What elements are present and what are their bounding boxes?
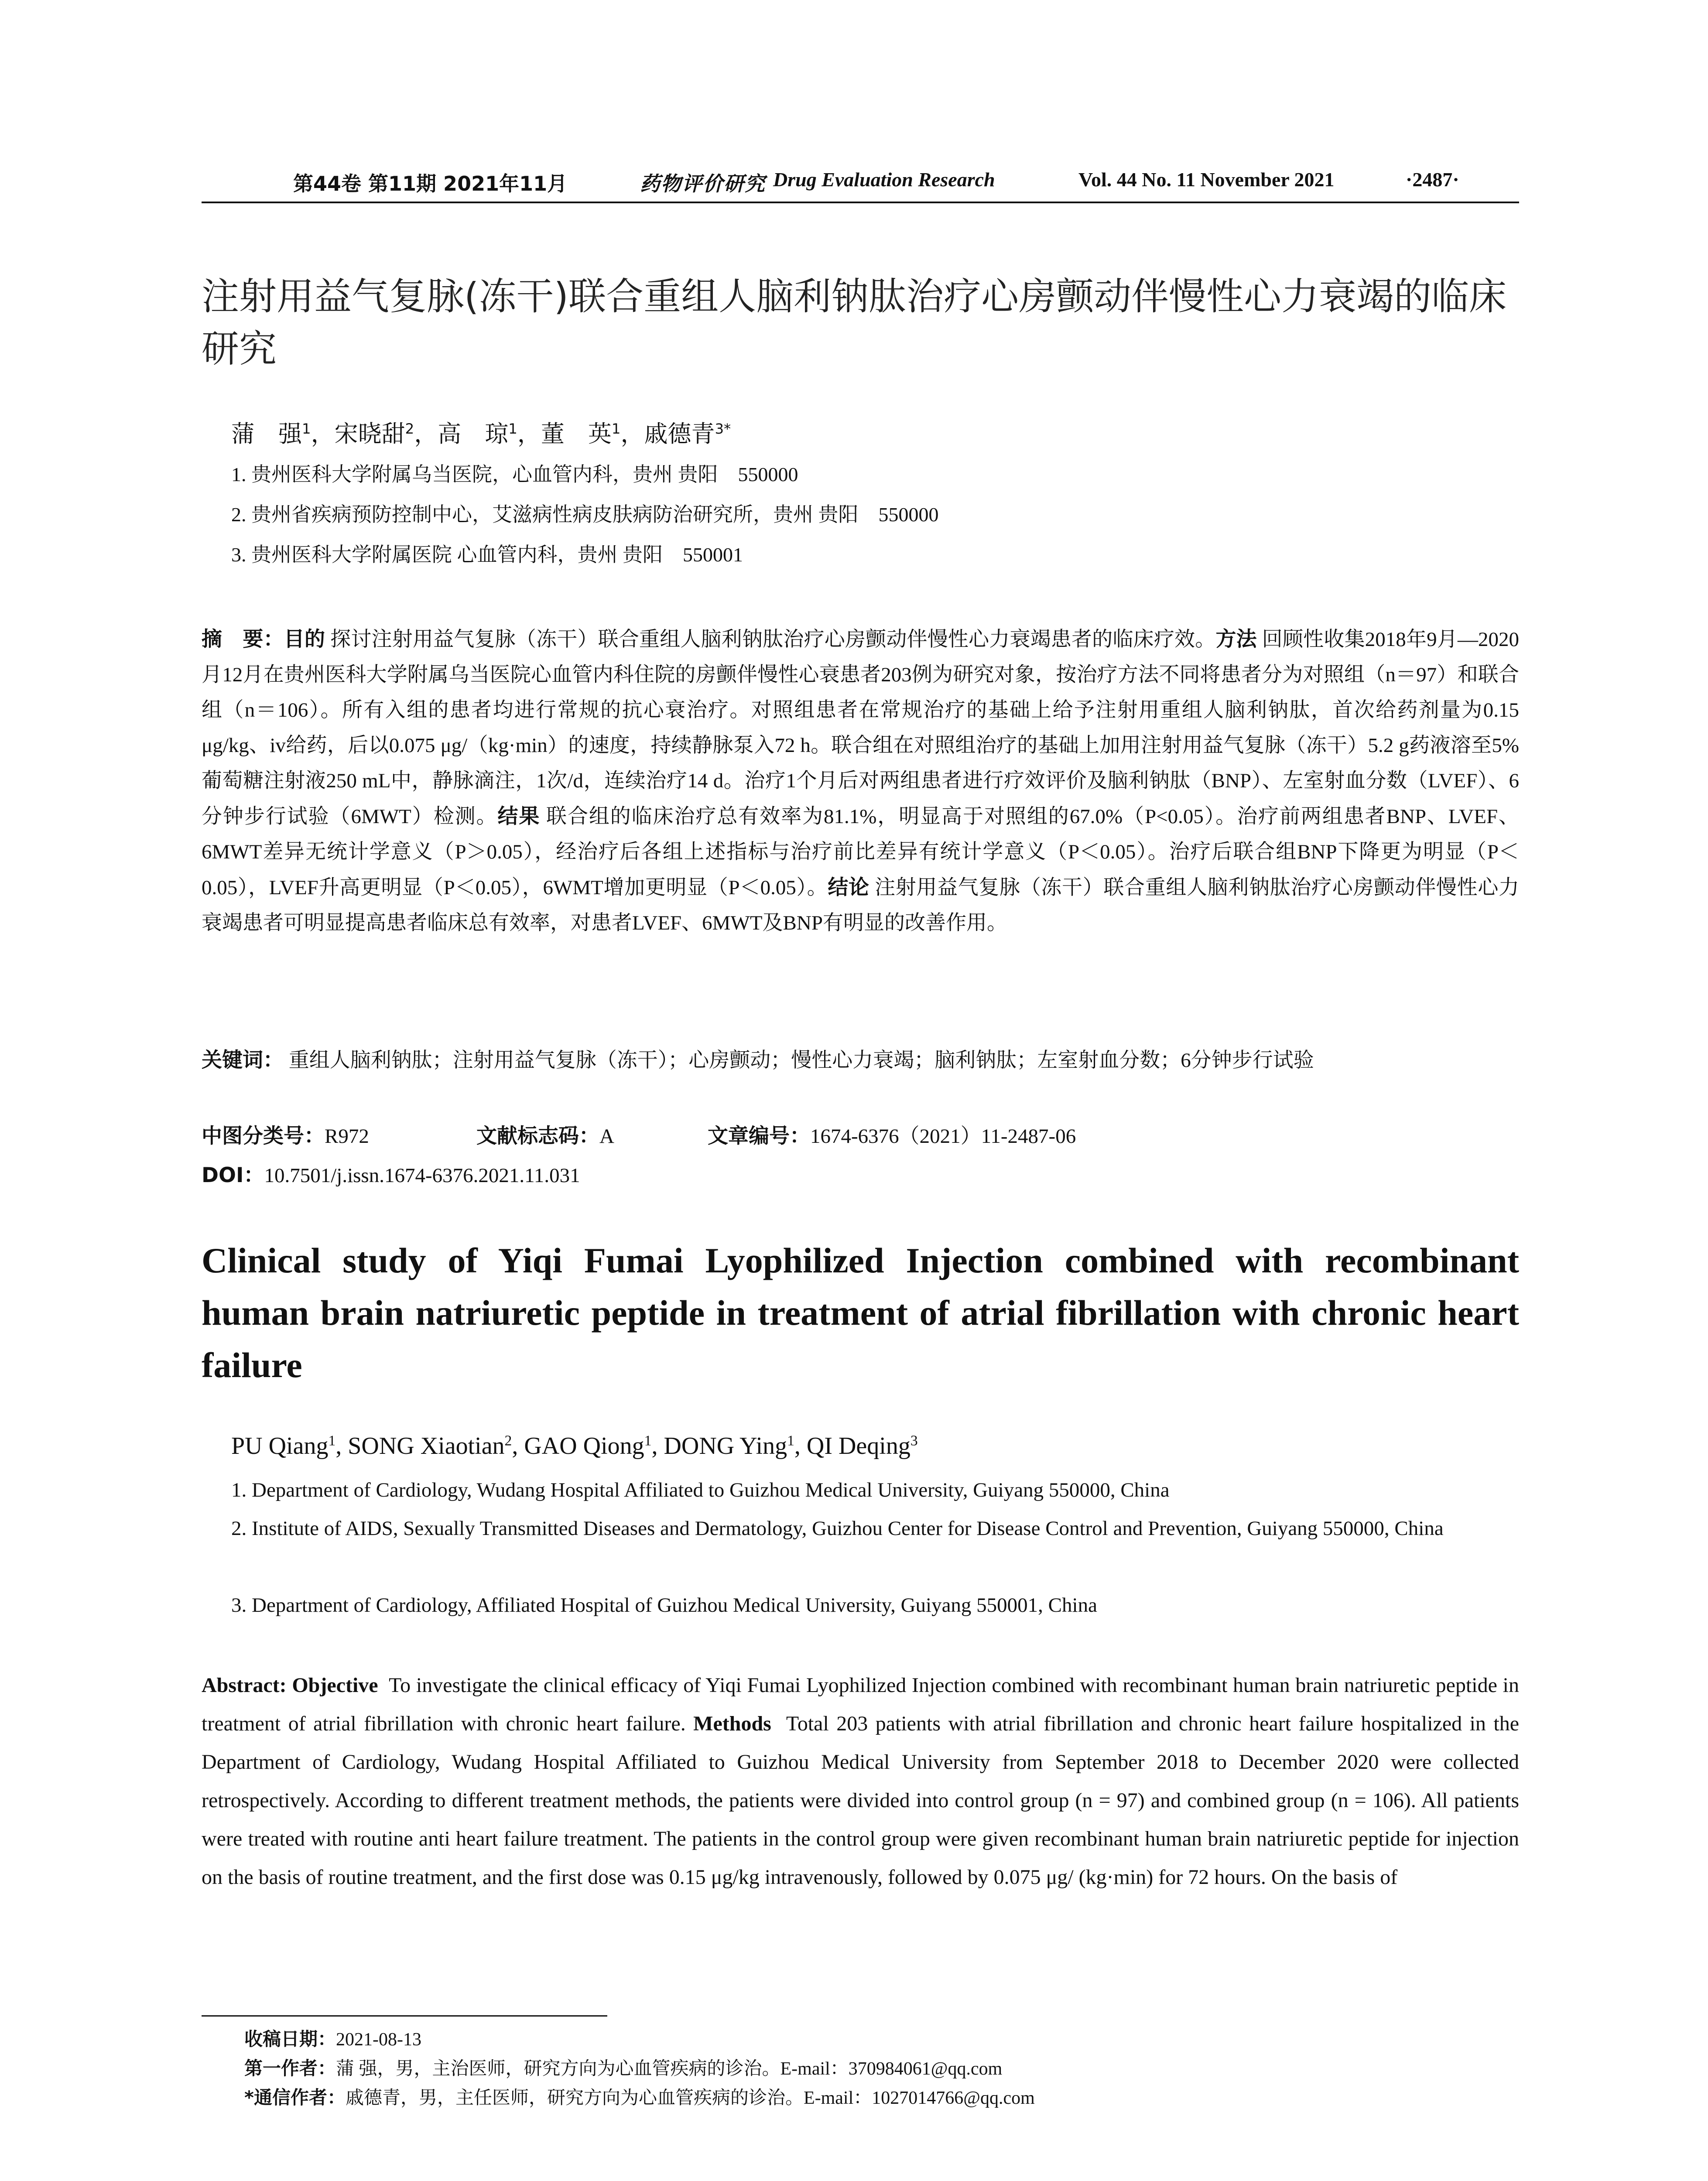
- cn-results-text: 联合组的临床治疗总有效率为81.1%，明显高于对照组的67.0%（P<0.05）。治疗前两组患者BNP、LVEF、6MWT差异无统计学意义（P＞0.05），经治疗后各组上述指标与治疗前比差异有统计学意义（P＜0.05）。治疗后联合组BNP下降更为明显（P＜0.05），LVEF升高更明显（P＜0.05），6WMT增加更明显（P＜0.05）。: [202, 805, 1520, 899]
- footnote-text: 蒲 强，男，主治医师，研究方向为心血管疾病的诊治。E-mail：370984061@qq.com: [336, 2059, 1003, 2079]
- article-no-value: 1674-6376（2021）11-2487-06: [810, 1125, 1076, 1148]
- cn-author-affil: 1: [508, 420, 517, 437]
- cn-author-affil: 1: [611, 420, 621, 437]
- en-author: DONG Ying: [664, 1432, 787, 1460]
- cn-abstract-label: 摘 要：: [202, 627, 284, 651]
- en-author: SONG Xiaotian: [348, 1432, 505, 1460]
- cn-author: 董 英: [541, 420, 612, 448]
- en-author-affil: 3: [910, 1432, 918, 1449]
- en-affiliation: 3. Department of Cardiology, Affiliated Hospital of Guizhou Medical University, Guiyang 550001, China: [231, 1594, 1097, 1617]
- header-rule: [202, 202, 1519, 203]
- en-author: QI Deqing: [806, 1432, 910, 1460]
- cn-keywords-label: 关键词：: [202, 1048, 284, 1072]
- cn-conclusion-text: 注射用益气复脉（冻干）联合重组人脑利钠肽治疗心房颤动伴慢性心力衰竭患者可明显提高患者临床总有效率，对患者LVEF、6MWT及BNP有明显的改善作用。: [202, 876, 1520, 934]
- cn-results-label: 结果: [497, 804, 541, 828]
- cn-abstract: [202, 622, 1519, 941]
- cn-objective-label: 目的: [284, 627, 325, 651]
- en-abstract: [202, 1666, 1519, 1897]
- footnote-received: [244, 2026, 1509, 2053]
- header-journal-logo-cn: 药物评价研究: [640, 173, 766, 195]
- cn-affiliation: 1. 贵州医科大学附属乌当医院，心血管内科，贵州 贵阳 550000: [231, 463, 798, 485]
- cn-author-affil: 2: [405, 420, 414, 437]
- cn-doi: [202, 1160, 1519, 1191]
- cn-keywords-text: 重组人脑利钠肽；注射用益气复脉（冻干）；心房颤动；慢性心力衰竭；脑利钠肽；左室射血分数；6分钟步行试验: [288, 1049, 1314, 1072]
- en-methods-label: Methods: [693, 1712, 771, 1735]
- running-header: [202, 168, 1519, 198]
- cn-author: 宋晓甜: [334, 420, 405, 448]
- clc-value: R972: [325, 1125, 369, 1148]
- cn-conclusion-label: 结论: [828, 875, 869, 899]
- footnote-label: *通信作者：: [244, 2087, 346, 2108]
- footnote-first-author: [244, 2055, 1509, 2082]
- en-objective-label: Objective: [292, 1674, 378, 1697]
- cn-author-affil: 3*: [715, 420, 731, 437]
- cn-methods-text: 回顾性收集2018年9月—2020月12月在贵州医科大学附属乌当医院心血管内科住院的房颤伴慢性心衰患者203例为研究对象，按治疗方法不同将患者分为对照组（n＝97）和联合组（n＝106）。所有入组的患者均进行常规的抗心衰治疗。对照组患者在常规治疗的基础上给予注射用重组人脑利钠肽，首次给药剂量为0.15 μg/kg、iv给药，后以0.075 μg/（kg·min）的速度，持续静脉泵入72 h。联合组在对照组治疗的基础上加用注射用益气复脉（冻干）5.2 g药液溶至5%葡萄糖注射液250 mL中，静脉滴注，1次/d，连续治疗14 d。治疗1个月后对两组患者进行疗效评价及脑利钠肽（BNP）、左室射血分数（LVEF）、6分钟步行试验（6MWT）检测。: [202, 628, 1520, 828]
- footnote-label: 第一作者：: [244, 2058, 336, 2079]
- header-volume-en: Vol. 44 No. 11 November 2021: [1078, 168, 1335, 191]
- footnote-corresponding: [244, 2085, 1509, 2111]
- en-author: PU Qiang: [231, 1432, 329, 1460]
- article-no-label: 文章编号：: [708, 1124, 810, 1148]
- cn-keywords: [202, 1043, 1519, 1078]
- cn-objective-text: 探讨注射用益气复脉（冻干）联合重组人脑利钠肽治疗心房颤动伴慢性心力衰竭患者的临床疗效。: [330, 628, 1216, 651]
- cn-author: 高 琼: [438, 420, 509, 448]
- cn-affiliation: 2. 贵州省疾病预防控制中心，艾滋病性病皮肤病防治研究所，贵州 贵阳 550000: [231, 503, 939, 526]
- en-title: Clinical study of Yiqi Fumai Lyophilized Injection combined with recombinant human brain natriuretic peptide in treatment of atrial fibrillation with chronic heart failure: [202, 1241, 1519, 1385]
- header-volume-cn: 第44卷 第11期 2021年11月: [293, 172, 568, 195]
- cn-affiliation: 3. 贵州医科大学附属医院 心血管内科，贵州 贵阳 550001: [231, 544, 743, 566]
- cn-title: 注射用益气复脉(冻干)联合重组人脑利钠肽治疗心房颤动伴慢性心力衰竭的临床研究: [202, 275, 1507, 371]
- cn-author: 蒲 强: [231, 420, 302, 448]
- cn-author-affil: 1: [302, 420, 311, 437]
- cn-methods-label: 方法: [1215, 627, 1257, 651]
- en-author-affil: 1: [644, 1432, 652, 1449]
- en-author-list: PU Qiang$^1$, SONG Xiaotian$^2$, GAO Qiong$^1$, DONG Ying$^1$, QI Deqing$^3$: [231, 1432, 918, 1460]
- en-affiliation: 1. Department of Cardiology, Wudang Hospital Affiliated to Guizhou Medical University, Guiyang 550000, China: [231, 1479, 1170, 1501]
- cn-author-list: 蒲 强$^1$，宋晓甜$^2$，高 琼$^1$，董 英$^1$，戚德青$^{3*}$: [231, 420, 731, 448]
- header-page-number: ·2487·: [1406, 168, 1459, 191]
- clc-label: 中图分类号：: [202, 1124, 325, 1148]
- doc-code-value: A: [599, 1125, 614, 1148]
- en-author-affil: 1: [787, 1432, 794, 1449]
- cn-author: 戚德青: [644, 420, 715, 448]
- footnote-text: 2021-08-13: [336, 2030, 421, 2050]
- doc-code-label: 文献标志码：: [476, 1124, 599, 1148]
- en-affiliation: 2. Institute of AIDS, Sexually Transmitted Diseases and Dermatology, Guizhou Center for Disease Control and Prevention, Guiyang 550000, China: [231, 1517, 1444, 1540]
- en-objective-text: To investigate the clinical efficacy of Yiqi Fumai Lyophilized Injection combined with recombinant human brain natriuretic peptide in treatment of atrial fibrillation with chronic heart failure.: [202, 1674, 1520, 1735]
- en-author-affil: 1: [328, 1432, 336, 1449]
- footnote-text: 戚德青，男，主任医师，研究方向为心血管疾病的诊治。E-mail：1027014766@qq.com: [345, 2088, 1035, 2108]
- footnote-rule: [202, 2015, 607, 2017]
- doi-label: DOI：: [202, 1163, 264, 1187]
- en-author: GAO Qiong: [524, 1432, 644, 1460]
- en-methods-text: Total 203 patients with atrial fibrillation and chronic heart failure hospitalized in the Department of Cardiology, Wudang Hospital Affiliated to Guizhou Medical University from September 2018 to December 2020 were collected retrospectively. According to different treatment methods, the patients were divided into control group (n = 97) and combined group (n = 106). All patients were treated with routine anti heart failure treatment. The patients in the control group were given recombinant human brain natriuretic peptide for injection on the basis of routine treatment, and the first dose was 0.15 μg/kg intravenously, followed by 0.075 μg/ (kg·min) for 72 hours. On the basis of: [202, 1712, 1520, 1889]
- en-abstract-label: Abstract:: [202, 1674, 287, 1697]
- doi-value: 10.7501/j.issn.1674-6376.2021.11.031: [264, 1164, 580, 1187]
- en-author-affil: 2: [504, 1432, 512, 1449]
- header-journal-en: Drug Evaluation Research: [773, 168, 995, 191]
- footnote-label: 收稿日期：: [244, 2028, 336, 2050]
